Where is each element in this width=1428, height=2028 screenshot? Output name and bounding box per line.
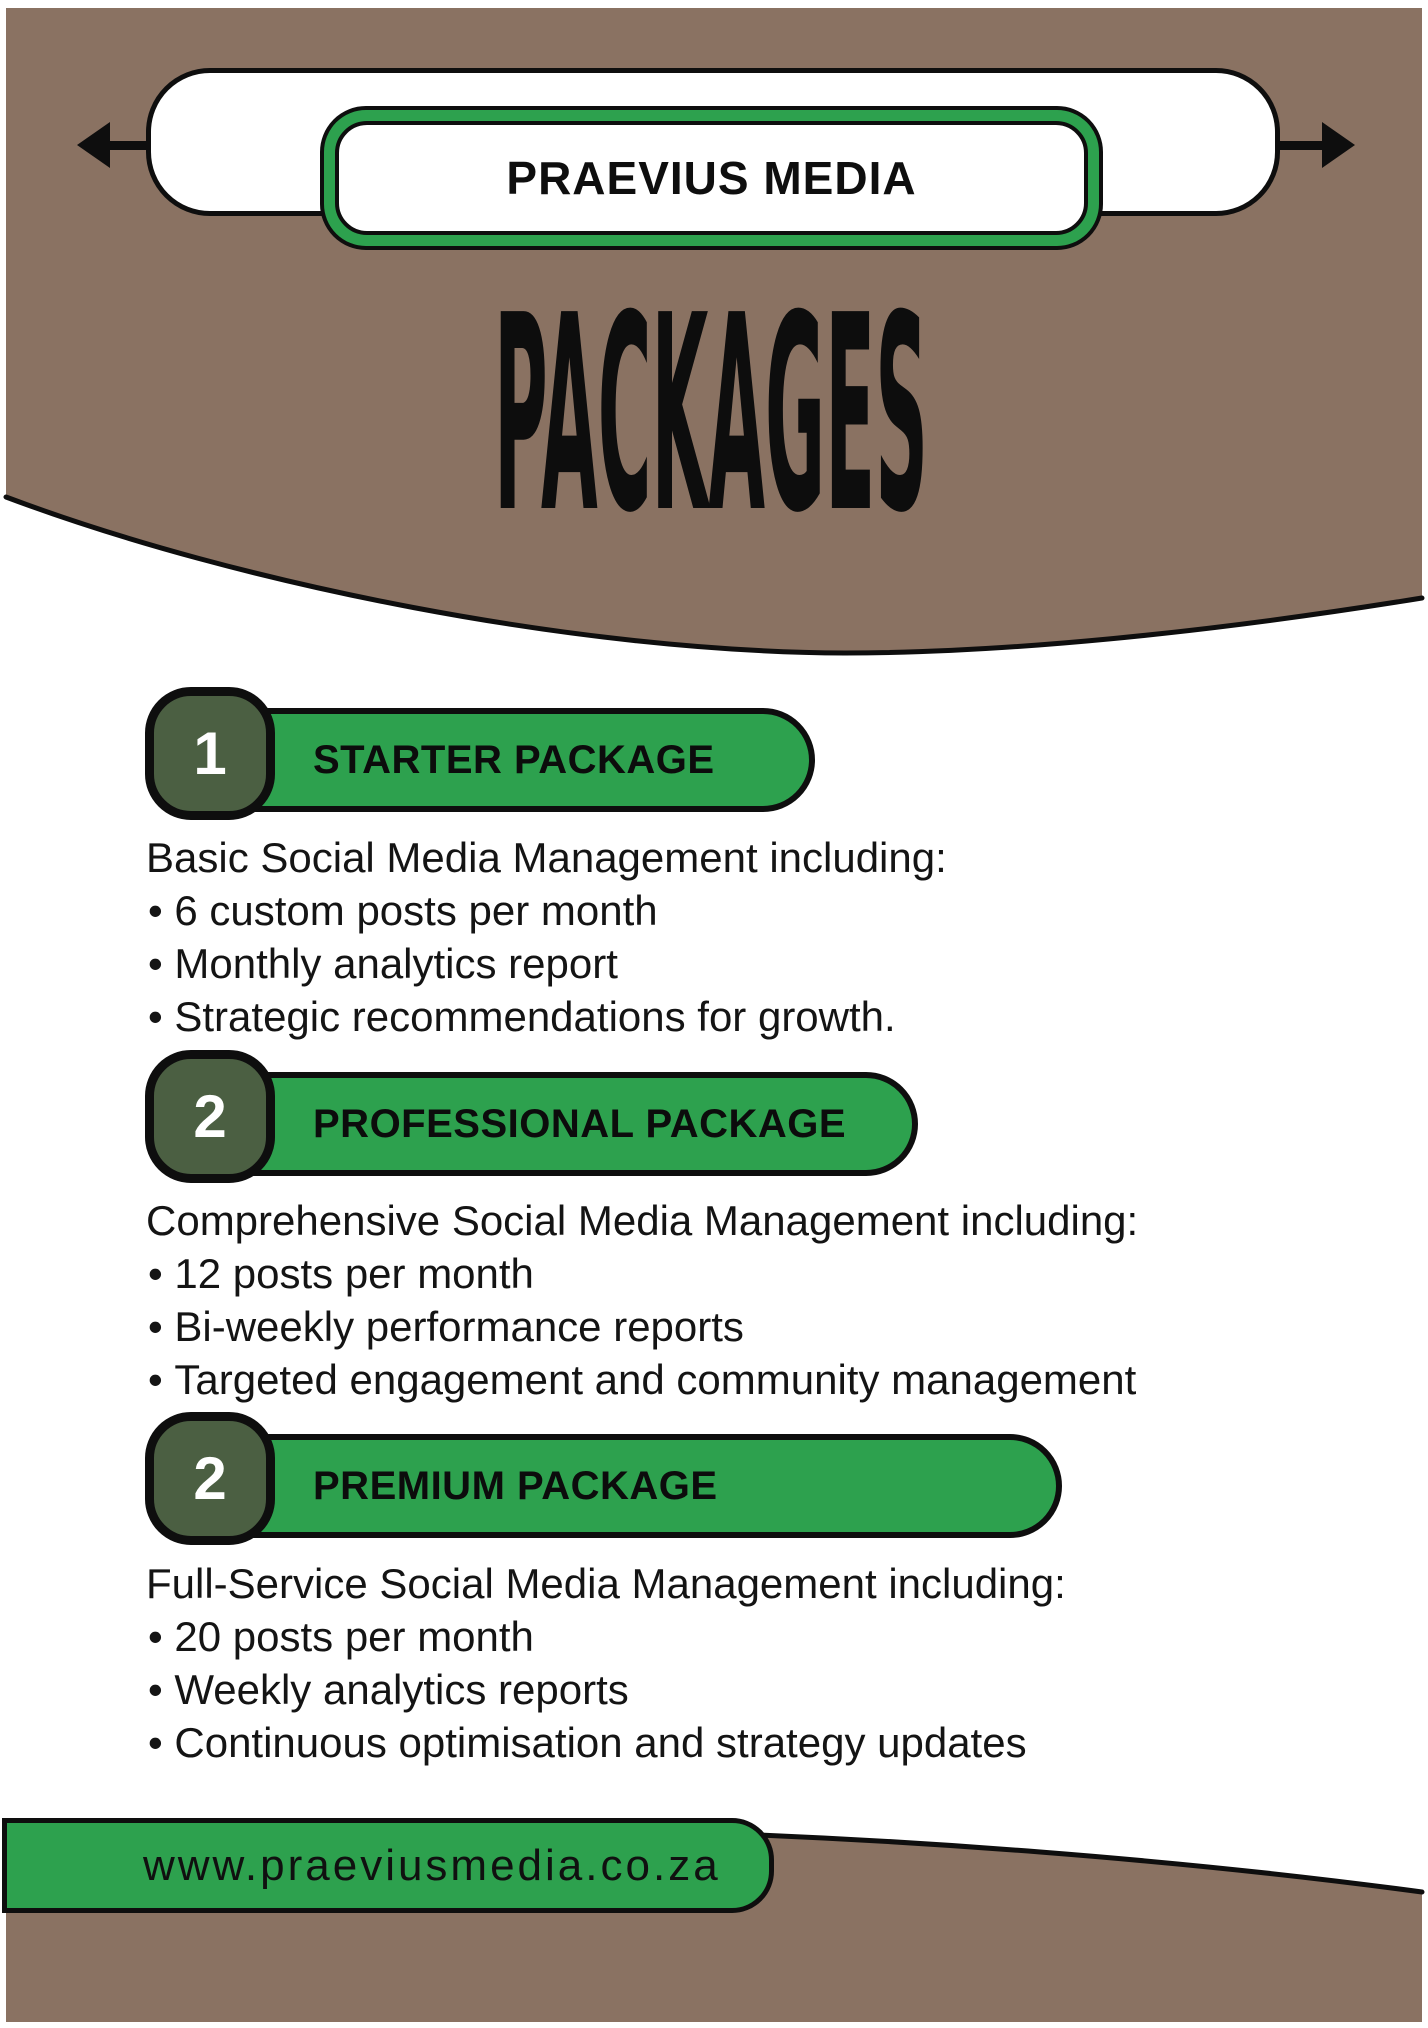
package-number: 1 (193, 720, 227, 787)
page-title: PACKAGES (494, 257, 928, 572)
website-link[interactable]: www.praeviusmedia.co.za (143, 1840, 721, 1890)
package-title-pill (212, 708, 815, 812)
list-item: • Weekly analytics reports (146, 1663, 1326, 1716)
list-item: • 20 posts per month (146, 1610, 1326, 1663)
package-number-badge (145, 687, 275, 820)
package-intro: Basic Social Media Management including: (146, 834, 947, 881)
list-item: • Strategic recommendations for growth. (146, 990, 1326, 1043)
package-title-pill (212, 1434, 1062, 1538)
list-item: • 12 posts per month (146, 1247, 1326, 1300)
package-title: PREMIUM PACKAGE (313, 1463, 718, 1508)
package-details (146, 1194, 1326, 1406)
package-details (146, 831, 1326, 1043)
package-title-pill (212, 1072, 918, 1176)
brand-pill (320, 106, 1103, 250)
package-intro: Comprehensive Social Media Management including: (146, 1197, 1139, 1244)
brand-name: PRAEVIUS MEDIA (335, 121, 1088, 235)
package-number-badge (145, 1412, 275, 1545)
package-number: 2 (193, 1083, 227, 1150)
website-pill (2, 1818, 774, 1913)
arrow-left-icon[interactable] (77, 122, 150, 168)
list-item: • Bi-weekly performance reports (146, 1300, 1326, 1353)
package-intro: Full-Service Social Media Management including: (146, 1560, 1066, 1607)
arrow-right-icon[interactable] (1278, 122, 1355, 168)
package-title: STARTER PACKAGE (313, 737, 715, 782)
package-details (146, 1557, 1326, 1769)
list-item: • Continuous optimisation and strategy updates (146, 1716, 1326, 1769)
package-title: PROFESSIONAL PACKAGE (313, 1101, 847, 1146)
package-number-badge (145, 1050, 275, 1183)
package-number: 2 (193, 1445, 227, 1512)
list-item: • 6 custom posts per month (146, 884, 1326, 937)
list-item: • Monthly analytics report (146, 937, 1326, 990)
list-item: • Targeted engagement and community management (146, 1353, 1326, 1406)
